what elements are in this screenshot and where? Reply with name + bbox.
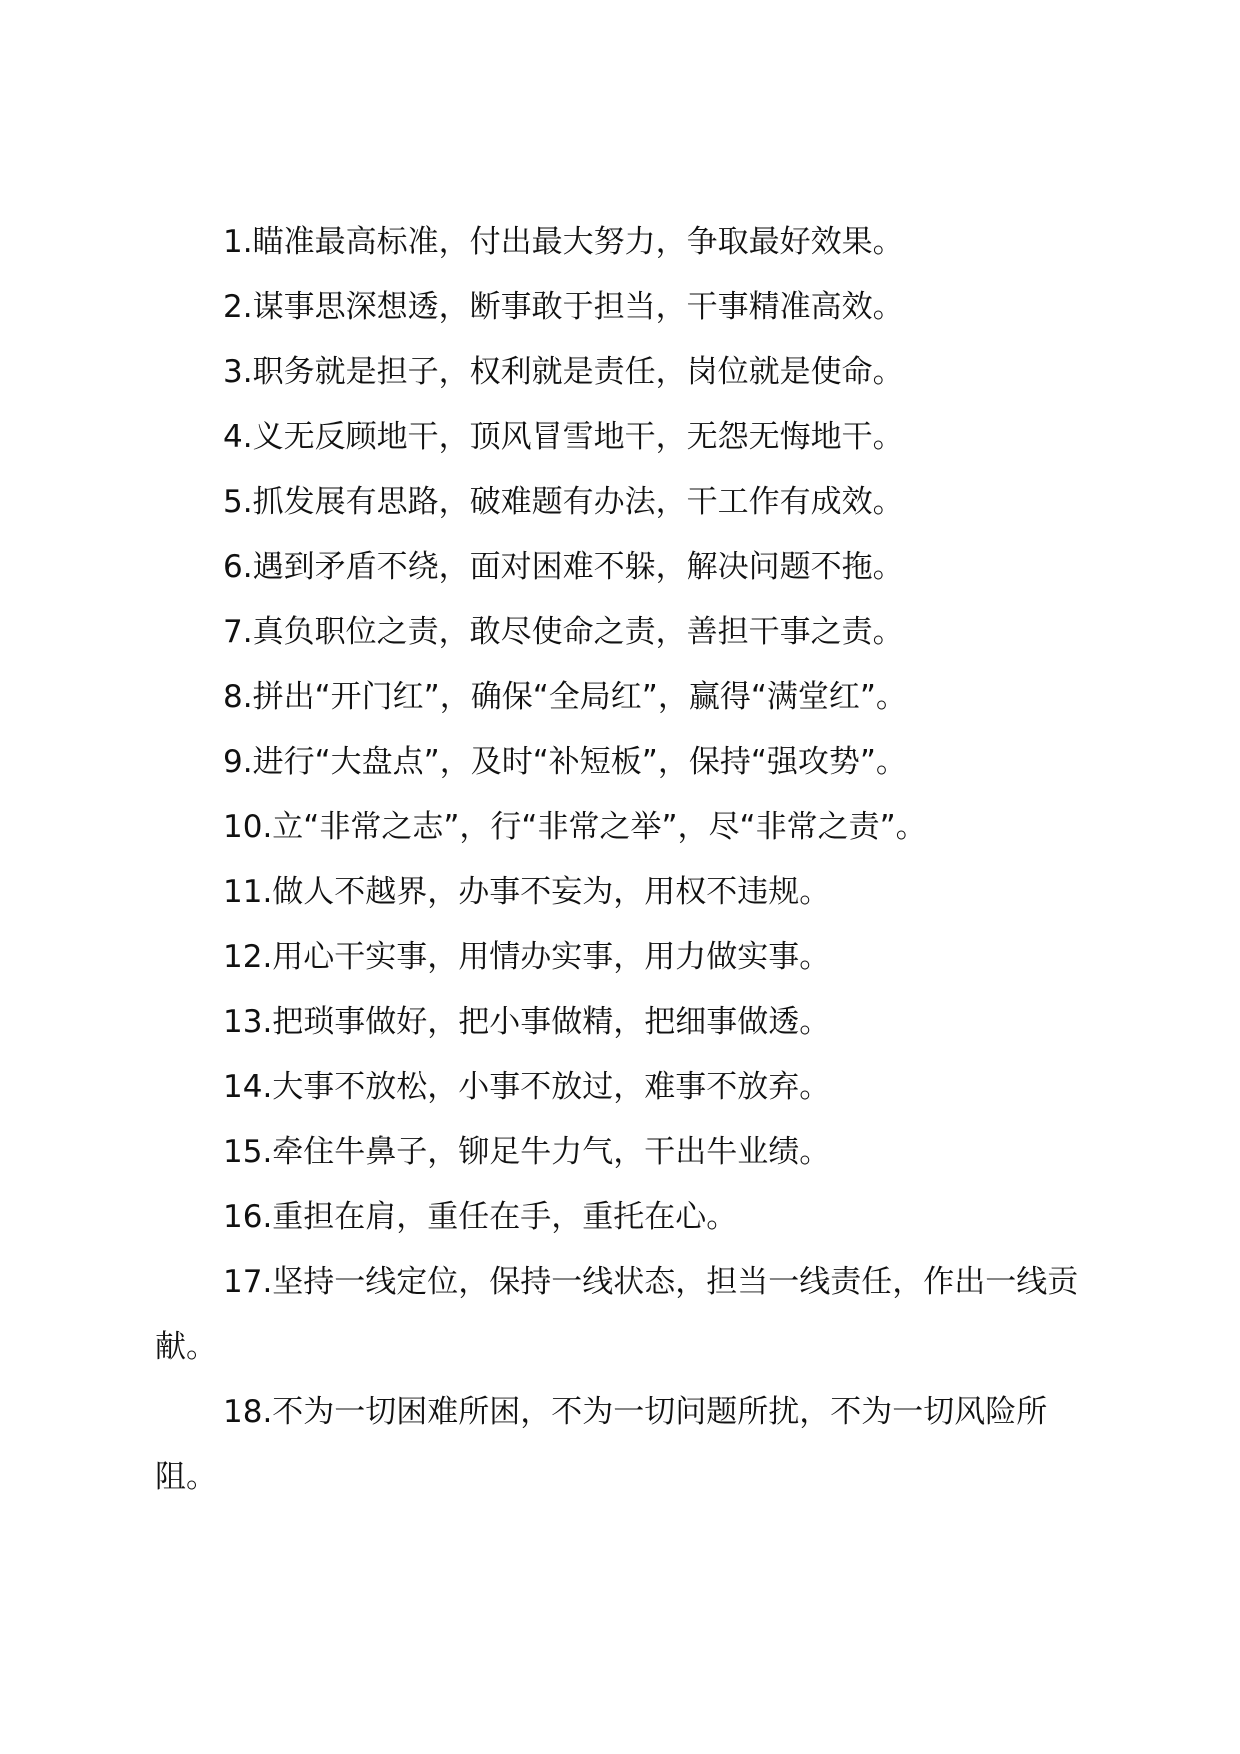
list-item: 10.立“非常之志”，行“非常之举”，尽“非常之责”。 — [223, 809, 927, 845]
list-item: 2.谋事思深想透，断事敢于担当，干事精准高效。 — [223, 289, 904, 325]
list-item: 16.重担在肩，重任在手，重托在心。 — [223, 1199, 738, 1235]
list-item: 3.职务就是担子，权利就是责任，岗位就是使命。 — [223, 354, 904, 390]
list-item: 15.牵住牛鼻子，铆足牛力气，干出牛业绩。 — [223, 1134, 831, 1170]
list-item: 17.坚持一线定位，保持一线状态，担当一线责任，作出一线贡献。 — [155, 1264, 1079, 1365]
list-item: 13.把琐事做好，把小事做精，把细事做透。 — [223, 1004, 831, 1040]
list-item: 9.进行“大盘点”，及时“补短板”，保持“强攻势”。 — [223, 744, 907, 780]
list-item: 14.大事不放松，小事不放过，难事不放弃。 — [223, 1069, 831, 1105]
list-item: 7.真负职位之责，敢尽使命之责，善担干事之责。 — [223, 614, 904, 650]
list-item: 11.做人不越界，办事不妄为，用权不违规。 — [223, 874, 831, 910]
list-item: 12.用心干实事，用情办实事，用力做实事。 — [223, 939, 831, 975]
list-item: 8.拼出“开门红”，确保“全局红”，赢得“满堂红”。 — [223, 679, 907, 715]
list-item: 1.瞄准最高标准，付出最大努力，争取最好效果。 — [223, 224, 904, 260]
list-item: 5.抓发展有思路，破难题有办法，干工作有成效。 — [223, 484, 904, 520]
list-item: 4.义无反顾地干，顶风冒雪地干，无怨无悔地干。 — [223, 419, 904, 455]
list-item: 18.不为一切困难所困，不为一切问题所扰，不为一切风险所阻。 — [155, 1394, 1048, 1495]
document-body — [155, 210, 1085, 1510]
list-item: 6.遇到矛盾不绕，面对困难不躲，解决问题不拖。 — [223, 549, 904, 585]
